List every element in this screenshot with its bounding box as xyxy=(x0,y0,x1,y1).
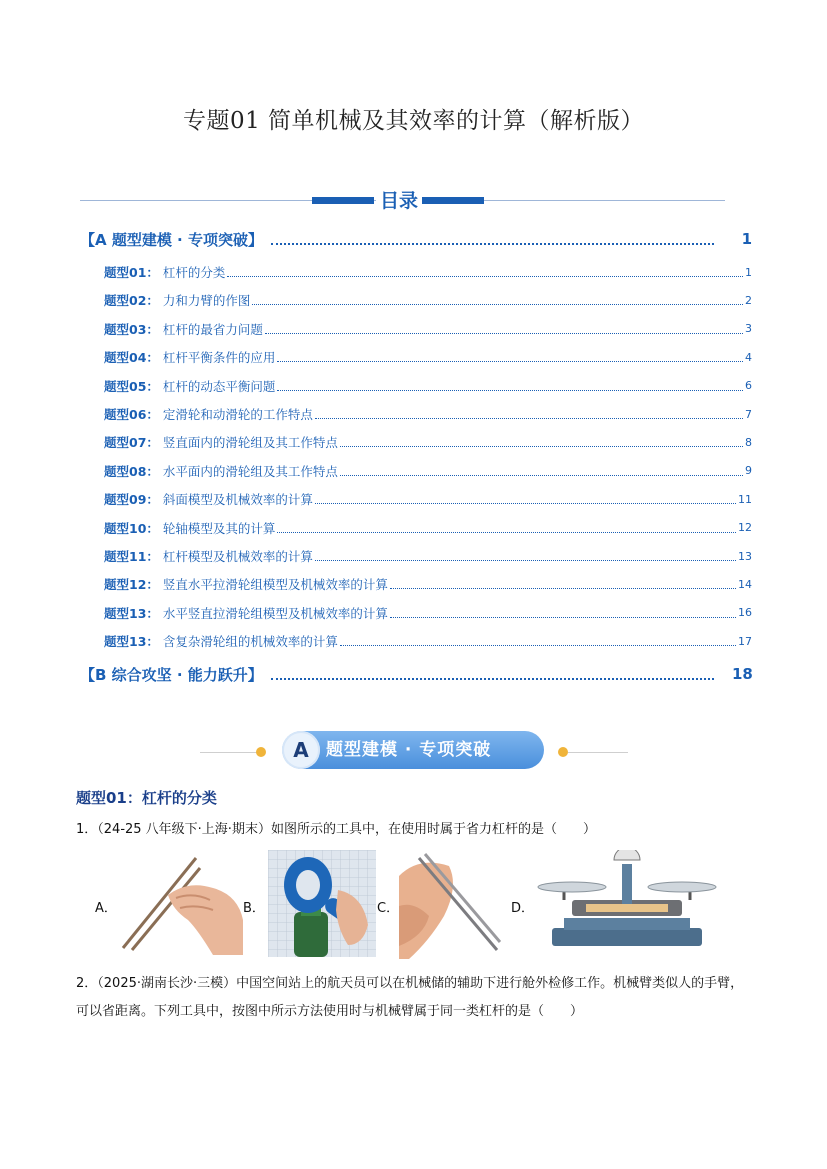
toc-item-page: 4 xyxy=(745,350,752,364)
toc-item-key: 题型06： xyxy=(104,407,159,422)
toc-item[interactable] xyxy=(104,632,752,650)
toc-item-key: 题型13： xyxy=(104,605,159,621)
toc-item-page: 12 xyxy=(738,521,752,535)
toc-item-title: 水平竖直拉滑轮组模型及机械效率的计算 xyxy=(162,605,388,621)
toc-item[interactable] xyxy=(104,490,752,508)
toc-item-key: 题型01： xyxy=(104,265,159,280)
toc-item-page: 6 xyxy=(745,379,752,393)
toc-item-page: 3 xyxy=(745,322,752,336)
question-2-text: 2．（2025·湖南长沙·三模）中国空间站上的航天员可以在机械储的辅助下进行舱外检修工作。机械臂类似人的手臂，可以省距离。下列工具中，按图中所示方法使用时与机械臂属于同一类杠杆的是（ ） xyxy=(76,976,744,1019)
toc-item[interactable] xyxy=(104,405,752,423)
toc-item-page: 16 xyxy=(738,606,752,620)
toc-item-key: 题型02： xyxy=(104,293,159,309)
toc-item[interactable] xyxy=(104,575,752,593)
toc-section-a-label: 【A 题型建模 · 专项突破】 xyxy=(80,230,263,249)
toc-item[interactable] xyxy=(104,320,752,338)
toc-section-a-page: 1 xyxy=(741,230,752,248)
toc-item-title: 力和力臂的作图 xyxy=(162,293,251,309)
toc-item[interactable] xyxy=(104,462,752,480)
option-a-label: A． xyxy=(95,901,117,916)
toc-item-key: 题型07： xyxy=(104,435,159,451)
toc-heading xyxy=(80,186,725,216)
question-1-text: 1．（24-25 八年级下·上海·期末）如图所示的工具中，在使用时属于省力杠杆的是（ ） xyxy=(76,822,596,837)
toc-item-page: 8 xyxy=(745,435,752,449)
tweezers-image xyxy=(399,846,501,959)
chopsticks-image xyxy=(118,850,243,955)
toc-item-title: 定滑轮和动滑轮的工作特点 xyxy=(162,407,313,422)
toc-item-title: 竖直水平拉滑轮组模型及机械效率的计算 xyxy=(162,577,388,593)
toc-item-title: 杠杆的分类 xyxy=(162,265,226,280)
toc-item[interactable] xyxy=(104,547,752,565)
toc-item-key: 题型13： xyxy=(104,634,159,650)
toc-item-key: 题型04： xyxy=(104,350,159,366)
toc-item-key: 题型10： xyxy=(104,520,159,536)
toc-item-title: 斜面模型及机械效率的计算 xyxy=(162,492,313,508)
toc-heading-text: 目录 xyxy=(376,186,422,213)
toc-item[interactable] xyxy=(104,377,752,395)
toc-item-page: 11 xyxy=(738,492,752,506)
toc-item[interactable] xyxy=(104,433,752,451)
toc-item-title: 杠杆平衡条件的应用 xyxy=(162,350,276,366)
toc-section-a[interactable] xyxy=(80,228,752,250)
section-banner xyxy=(200,731,620,771)
toc-item-title: 杠杆模型及机械效率的计算 xyxy=(162,549,313,564)
toc-item-title: 杠杆的最省力问题 xyxy=(162,321,263,337)
toc-item-title: 杠杆的动态平衡问题 xyxy=(162,378,276,394)
toc-item-page: 7 xyxy=(745,407,752,421)
toc-item-key: 题型05： xyxy=(104,378,159,394)
toc-item[interactable] xyxy=(104,263,752,281)
toc-item-key: 题型12： xyxy=(104,577,159,593)
toc-item-page: 17 xyxy=(738,634,752,648)
toc-section-b-label: 【B 综合攻坚 · 能力跃升】 xyxy=(80,665,263,684)
toc-item-title: 水平面内的滑轮组及其工作特点 xyxy=(162,463,338,479)
option-b-label: B． xyxy=(243,901,265,916)
toc-item[interactable] xyxy=(104,348,752,366)
toc-item[interactable] xyxy=(104,291,752,309)
banner-letter: A xyxy=(282,731,320,769)
toc-item-title: 轮轴模型及其的计算 xyxy=(162,520,276,536)
toc-item-title: 竖直面内的滑轮组及其工作特点 xyxy=(162,435,338,451)
option-d-label: D． xyxy=(511,901,535,916)
option-c-label: C． xyxy=(377,901,400,916)
toc-item-page: 13 xyxy=(738,549,752,563)
banner-text: 题型建模 · 专项突破 xyxy=(326,740,492,760)
document-title: 专题01 简单机械及其效率的计算（解析版） xyxy=(182,108,645,134)
toc-item[interactable] xyxy=(104,519,752,537)
toc-section-b[interactable] xyxy=(80,663,752,685)
toc-item-page: 9 xyxy=(745,464,752,478)
section-heading: 题型01：杠杆的分类 xyxy=(76,789,217,807)
toc-item-page: 2 xyxy=(745,293,752,307)
toc-item-page: 14 xyxy=(738,577,752,591)
bottle-opener-image xyxy=(268,850,376,957)
toc-section-b-page: 18 xyxy=(732,665,753,683)
toc-item[interactable] xyxy=(104,604,752,622)
balance-scale-image xyxy=(534,850,720,950)
toc-item-key: 题型08： xyxy=(104,463,159,479)
toc-item-title: 含复杂滑轮组的机械效率的计算 xyxy=(162,634,338,650)
toc-item-key: 题型09： xyxy=(104,492,159,508)
toc-item-key: 题型11： xyxy=(104,549,159,564)
toc-item-page: 1 xyxy=(745,265,752,279)
toc-item-key: 题型03： xyxy=(104,321,159,337)
